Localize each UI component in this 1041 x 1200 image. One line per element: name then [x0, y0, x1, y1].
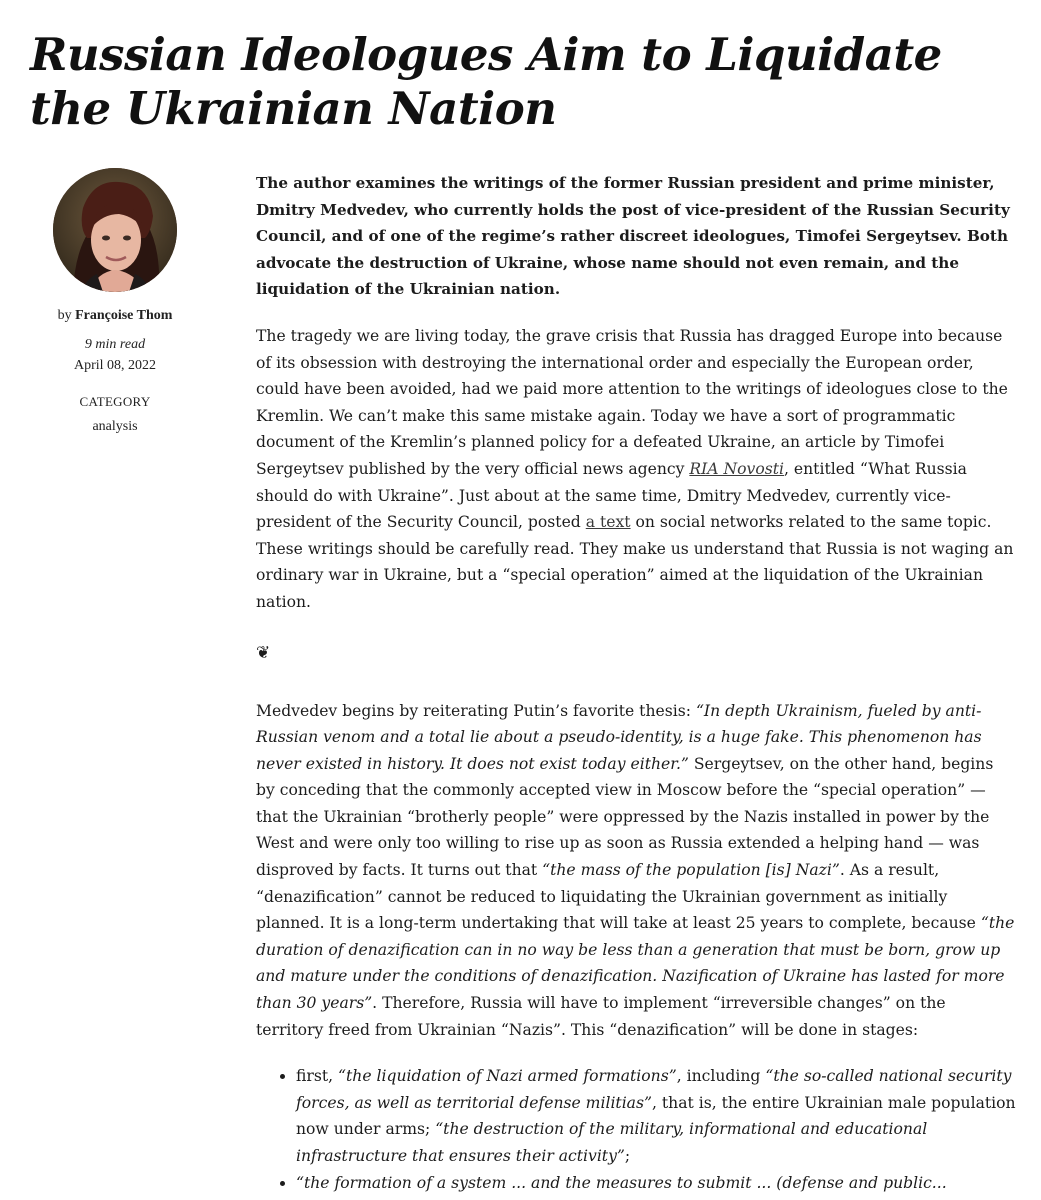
byline: [30, 305, 200, 326]
a-text-link[interactable]: a text: [585, 513, 631, 532]
author-name[interactable]: Françoise Thom: [75, 308, 173, 323]
category-label: CATEGORY: [79, 394, 151, 409]
li1-quote-1: “the liquidation of Nazi armed formations”: [338, 1067, 677, 1086]
author-avatar: [53, 168, 177, 292]
li1-quote-2: “the so-called national security forces, as well as territorial defense militias”: [296, 1067, 1012, 1112]
li1-text-1: first,: [296, 1067, 339, 1086]
publish-date: April 08, 2022: [73, 358, 157, 373]
author-portrait-image: [53, 168, 177, 292]
paragraph-2: [256, 698, 1016, 1044]
p2-quote-3: “the duration of denazification can in no way be less than a generation that must be born, grow up and mature under the conditions of denazification. Nazification of Ukraine has lasted for more than 30 years”: [256, 914, 1015, 1013]
li1-text-4: ;: [624, 1147, 631, 1165]
p2-text-4: . Therefore, Russia will have to implement “irreversible changes” on the territory freed from Ukrainian “Nazis”. This “denazification” will be done in stages:: [256, 994, 946, 1039]
list-item: [296, 1170, 1016, 1197]
p1-text-2: , entitled “What Russia should do with Ukraine”. Just about at the same time, Dmitry Medvedev, currently vice-president of the Security Council, posted: [256, 459, 967, 532]
li1-quote-3: “the destruction of the military, informational and educational infrastructure that ensures their activity”: [296, 1120, 928, 1165]
p2-quote-2: “the mass of the population [is] Nazi”: [542, 861, 840, 880]
article-body: [256, 170, 1016, 1196]
section-separator-icon: ❦: [256, 642, 271, 663]
author-sidebar: [30, 168, 200, 437]
p2-text-2: Sergeytsev, on the other hand, begins by conceding that the commonly accepted view in Moscow before the “special operation” — that the Ukrainian “brotherly people” were oppressed by the Nazis installed in power by the West and were only too willing to rise up as soon as Russia extended a helping hand — was disproved by facts. It turns out that: [256, 754, 994, 880]
list-item: [296, 1063, 1016, 1169]
byline-prefix: by: [57, 308, 72, 323]
li1-text-3: , that is, the entire Ukrainian male population now under arms;: [296, 1093, 1016, 1139]
p1-text-1: The tragedy we are living today, the grave crisis that Russia has dragged Europe into because of its obsession with destroying the international order and especially the European order, could have been avoided, had we paid more attention to the writings of ideologues close to the Kremlin. We can’t make this same mistake again. Today we have a sort of programmatic document of the Kremlin’s planned policy for a defeated Ukraine, an article by Timofei Sergeytsev published by the very official news agency: [256, 326, 1008, 478]
article-lead: The author examines the writings of the former Russian president and prime minister, Dmitry Medvedev, who currently holds the post of vice-president of the Russian Security Council, and of one of the regime’s rather discreet ideologues, Timofei Sergeytsev. Both advocate the destruction of Ukraine, whose name should not even remain, and the liquidation of the Ukrainian nation.: [256, 174, 1010, 299]
read-time: 9 min read: [84, 337, 146, 352]
category-link[interactable]: analysis: [92, 419, 138, 434]
li1-text-2: , including: [676, 1067, 766, 1086]
article-title: Russian Ideologues Aim to Liquidate the Ukrainian Nation: [30, 28, 942, 135]
p1-text-3: on social networks related to the same topic. These writings should be carefully read. They make us understand that Russia is not waging an ordinary war in Ukraine, but a “special operation” aimed at the liquidation of the Ukrainian nation.: [256, 513, 1014, 611]
p2-text-1: Medvedev begins by reiterating Putin’s favorite thesis:: [256, 701, 696, 720]
ria-novosti-link[interactable]: RIA Novosti: [689, 459, 784, 478]
p2-quote-1: “In depth Ukrainism, fueled by anti-Russian venom and a total lie about a pseudo-identity, is a huge fake. This phenomenon has never existed in history. It does not exist today either.”: [256, 701, 982, 773]
li2-quote-1: “the formation of a system ... and the measures to submit ... (defense and public...: [296, 1173, 947, 1192]
denazification-stages-list: [256, 1063, 1016, 1196]
p2-text-3: . As a result, “denazification” cannot be reduced to liquidating the Ukrainian government as initially planned. It is a long-term undertaking that will take at least 25 years to complete, because: [256, 861, 981, 933]
spacer: [256, 688, 1016, 698]
paragraph-1: [256, 323, 1016, 616]
